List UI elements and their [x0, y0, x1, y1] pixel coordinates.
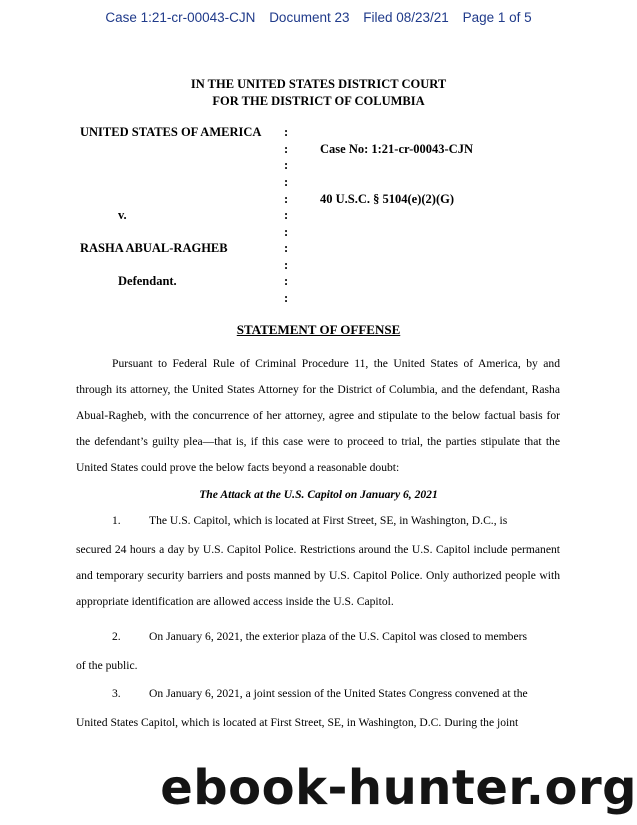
header-case-number: Case 1:21-cr-00043-CJN	[105, 10, 256, 25]
caption-colon: :	[284, 208, 289, 222]
caption-colon: :	[284, 125, 289, 139]
case-header	[0, 10, 637, 25]
paragraph-2-number: 2.	[112, 630, 121, 643]
paragraph-1-body: secured 24 hours a day by U.S. Capitol Police. Restrictions around the U.S. Capitol include permanent and temporary security barriers and posts manned by U.S. Capitol Police. Only authorized people with appropriate identification are allowed access inside the U.S. Capitol.	[76, 543, 560, 608]
caption-colon: :	[284, 175, 289, 189]
caption-colon: :	[284, 274, 289, 288]
caption-colon: :	[284, 258, 289, 272]
court-name-line1: IN THE UNITED STATES DISTRICT COURT	[190, 77, 447, 91]
paragraph-3-first-line: On January 6, 2021, a joint session of the United States Congress convened at the	[149, 687, 528, 700]
paragraph-1-first-line: The U.S. Capitol, which is located at First Street, SE, in Washington, D.C., is	[149, 514, 508, 527]
caption-colon: :	[284, 158, 289, 172]
court-name-line2: FOR THE DISTRICT OF COLUMBIA	[212, 94, 425, 108]
paragraph-2-body: of the public.	[76, 659, 138, 672]
caption-case-number: Case No: 1:21-cr-00043-CJN	[320, 142, 473, 156]
caption-statute: 40 U.S.C. § 5104(e)(2)(G)	[320, 192, 455, 206]
paragraph-1-number: 1.	[112, 514, 121, 527]
caption-colon: :	[284, 291, 289, 305]
paragraph-3-body: United States Capitol, which is located at First Street, SE, in Washington, D.C. During the joint	[76, 716, 519, 729]
caption-colon: :	[284, 225, 289, 239]
header-filed-date: Filed 08/23/21	[363, 10, 449, 25]
intro-paragraph: Pursuant to Federal Rule of Criminal Procedure 11, the United States of America, by and through its attorney, the United States Attorney for the District of Columbia, and the defendant, Rasha Abual-Ragheb, with the concurrence of her attorney, agree and stipulate to the below factual basis for the defendant’s guilty plea—that is, if this case were to proceed to trial, the parties stipulate that the United States could prove the below facts beyond a reasonable doubt:	[76, 357, 560, 474]
paragraph-3-number: 3.	[112, 687, 121, 700]
caption-defendant-name: RASHA ABUAL-RAGHEB	[80, 241, 228, 255]
caption-plaintiff: UNITED STATES OF AMERICA	[80, 125, 262, 139]
caption-defendant-label: Defendant.	[118, 274, 177, 288]
watermark: ebook-hunter.org	[160, 760, 637, 816]
document-title: STATEMENT OF OFFENSE	[236, 322, 401, 337]
section-heading: The Attack at the U.S. Capitol on January 6, 2021	[199, 488, 438, 501]
paragraph-2-first-line: On January 6, 2021, the exterior plaza of the U.S. Capitol was closed to members	[149, 630, 527, 643]
header-page: Page 1 of 5	[462, 10, 532, 25]
caption-colon: :	[284, 142, 289, 156]
caption-versus: v.	[118, 208, 127, 222]
header-document: Document 23	[269, 10, 350, 25]
caption-colon: :	[284, 192, 289, 206]
caption-colon: :	[284, 241, 289, 255]
